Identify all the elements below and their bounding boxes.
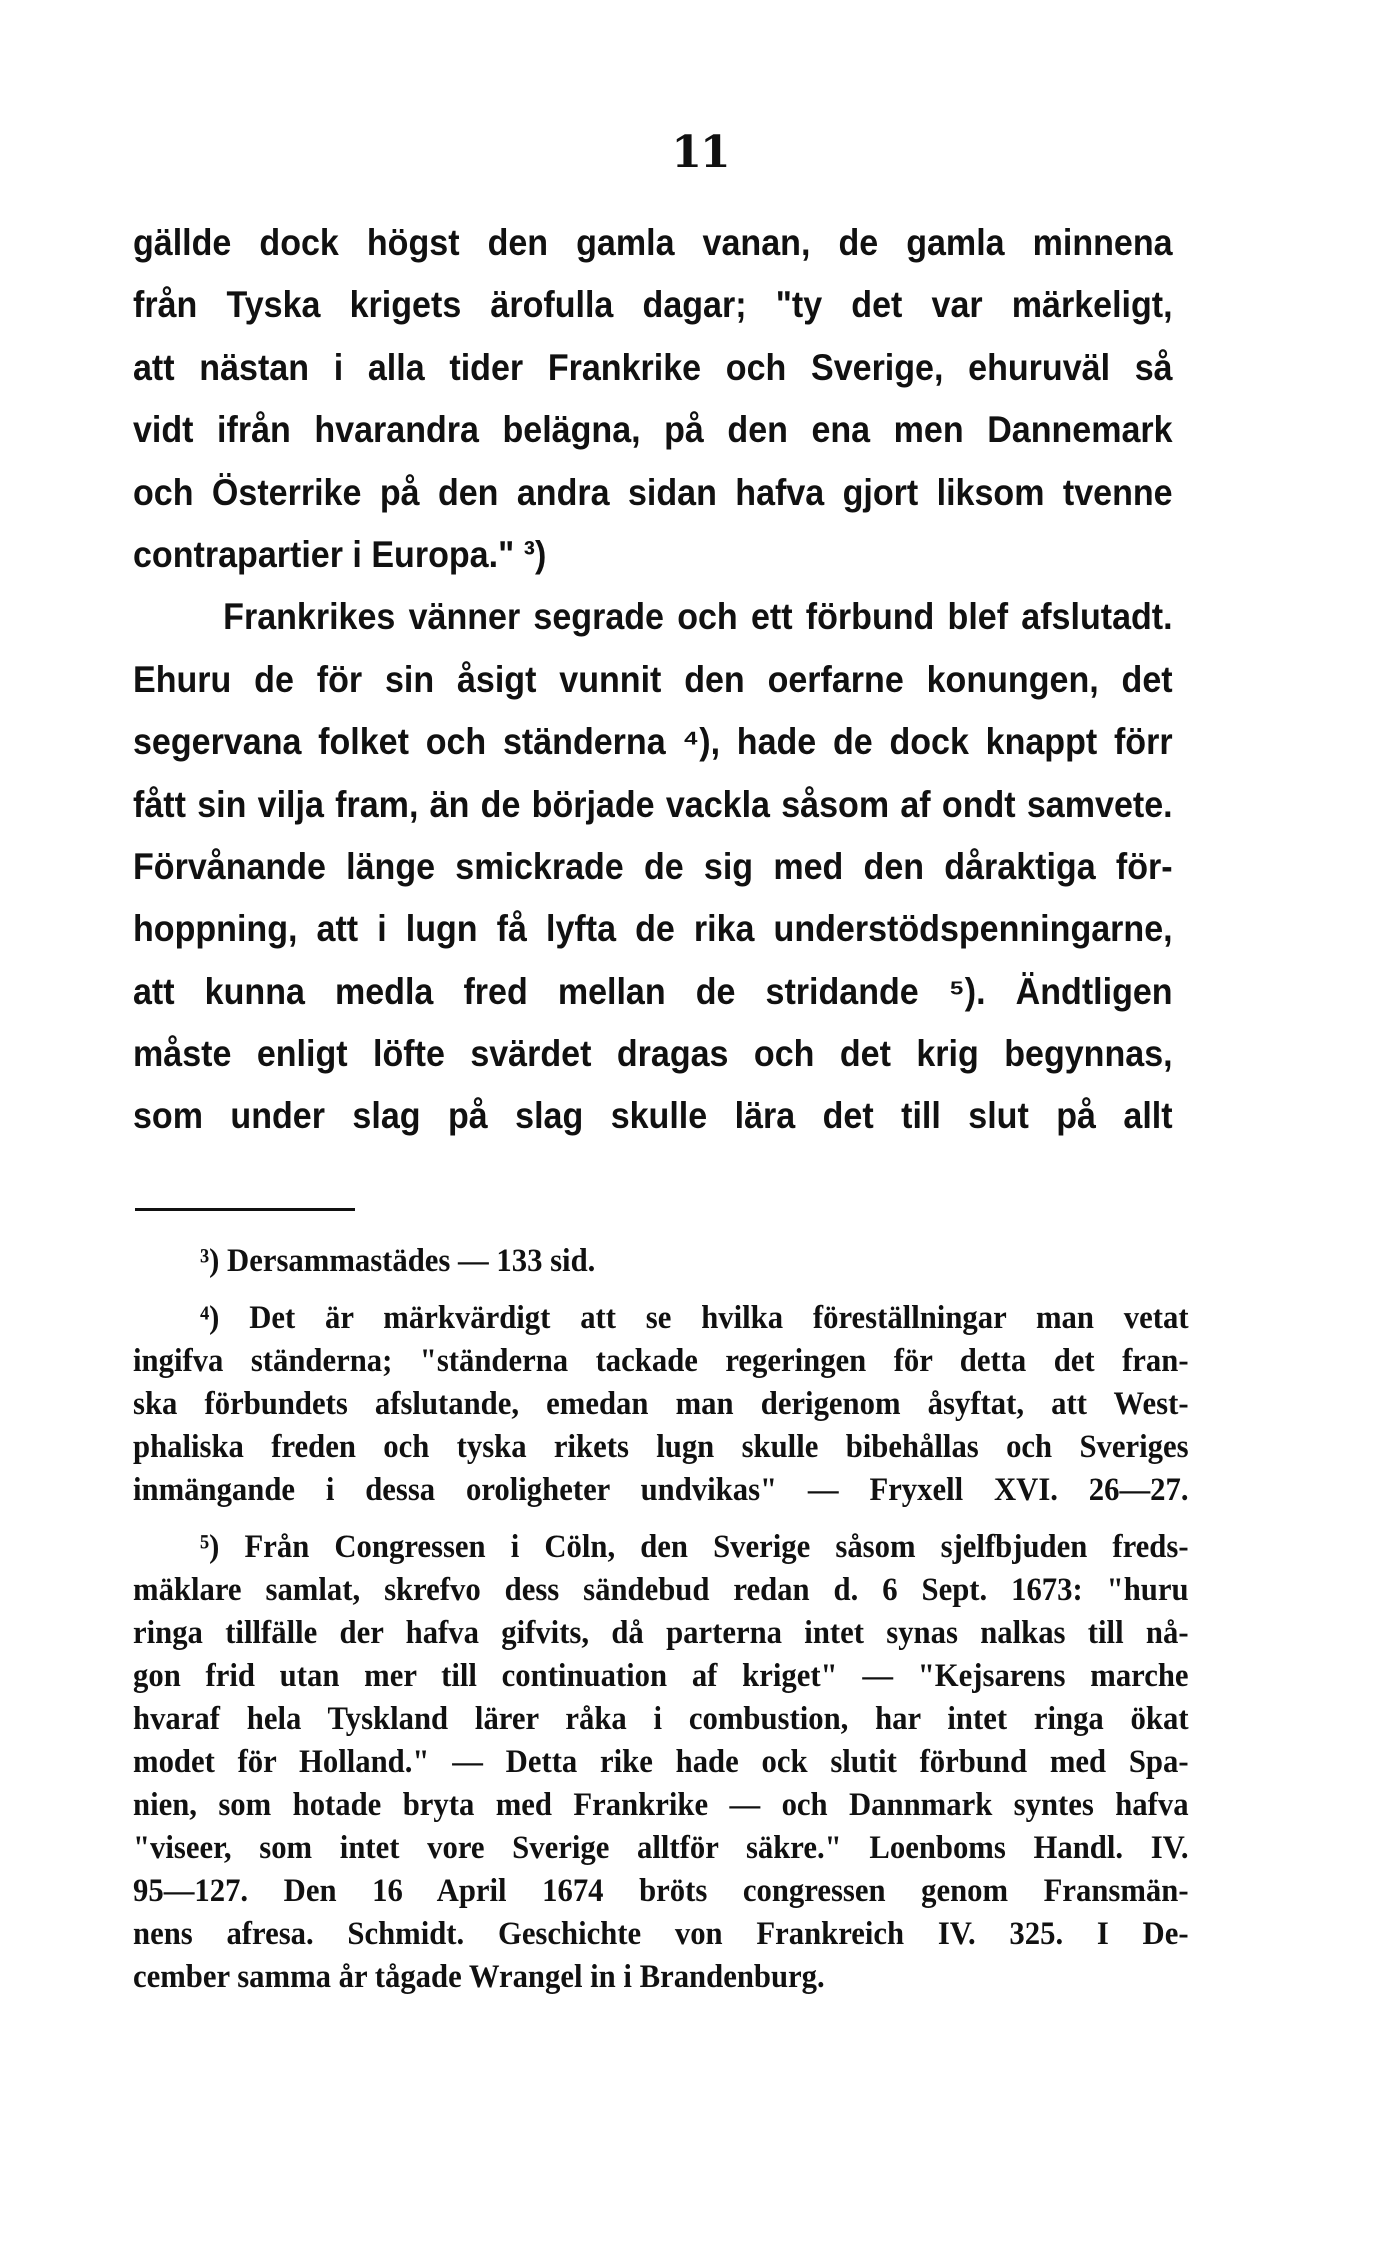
footnote-line: ⁵) Från Congressen i Cöln, den Sverige såsom sjelfbjuden freds- <box>199 1529 1189 1565</box>
text-line: att kunna medla fred mellan de stridande ⁵). Ändtligen <box>133 970 1173 1012</box>
footnote-line: "viseer, som intet vore Sverige alltför säkre." Loenboms Handl. IV. <box>133 1830 1189 1866</box>
footnote-line: nens afresa. Schmidt. Geschichte von Frankreich IV. 325. I De- <box>133 1916 1189 1952</box>
text-line: Ehuru de för sin åsigt vunnit den oerfarne konungen, det <box>133 658 1173 700</box>
footnote-4 <box>133 1297 1189 1512</box>
footnote-line: gon frid utan mer till continuation af kriget" — "Kejsarens marche <box>133 1658 1189 1694</box>
text-line: Frankrikes vänner segrade och ett förbund blef afslutadt. <box>223 596 1173 638</box>
footnote-line: nien, som hotade bryta med Frankrike — och Dannmark syntes hafva <box>133 1787 1189 1823</box>
footnote-line: ringa tillfälle der hafva gifvits, då parterna intet synas nalkas till nå- <box>133 1615 1189 1651</box>
footnotes <box>133 1240 1189 2013</box>
footnote-line: ska förbundets afslutande, emedan man derigenom åsyftat, att West- <box>133 1386 1189 1422</box>
text-line: gällde dock högst den gamla vanan, de gamla minnena <box>133 222 1173 263</box>
text-line: som under slag på slag skulle lära det till slut på allt <box>133 1095 1173 1137</box>
text-line: måste enligt löfte svärdet dragas och det krig begynnas, <box>133 1033 1173 1075</box>
text-line: hoppning, att i lugn få lyfta de rika understödspenningarne, <box>133 908 1173 950</box>
footnote-line: mäklare samlat, skrefvo dess sändebud redan d. 6 Sept. 1673: "huru <box>133 1572 1189 1608</box>
text-line: att nästan i alla tider Frankrike och Sverige, ehuruväl så <box>133 346 1173 388</box>
footnote-line: ⁴) Det är märkvärdigt att se hvilka föreställningar man vetat <box>199 1300 1189 1336</box>
text-line: från Tyska krigets ärofulla dagar; "ty det var märkeligt, <box>133 284 1173 326</box>
footnote-5 <box>133 1526 1189 1999</box>
footnote-divider <box>135 1208 355 1211</box>
footnote-line: modet för Holland." — Detta rike hade ock slutit förbund med Spa- <box>133 1744 1189 1780</box>
text-line: vidt ifrån hvarandra belägna, på den ena men Dannemark <box>133 409 1173 451</box>
main-text <box>133 212 1173 1148</box>
footnote-line: inmängande i dessa oroligheter undvikas" — Fryxell XVI. 26—27. <box>133 1472 1189 1508</box>
footnote-line: ingifva ständerna; "ständerna tackade regeringen för detta det fran- <box>133 1343 1189 1379</box>
text-line: segervana folket och ständerna ⁴), hade de dock knappt förr <box>133 721 1173 763</box>
text-line: Förvånande länge smickrade de sig med den dåraktiga för- <box>133 845 1173 887</box>
footnote-line: hvaraf hela Tyskland lärer råka i combustion, har intet ringa ökat <box>133 1701 1189 1737</box>
text-line: fått sin vilja fram, än de började vackla såsom af ondt samvete. <box>133 783 1173 825</box>
page-number: 11 <box>671 127 729 178</box>
footnote-line: cember samma år tågade Wrangel in i Brandenburg. <box>133 1959 825 1995</box>
footnote-3 <box>133 1240 1189 1283</box>
footnote-line: ³) Dersammastädes — 133 sid. <box>199 1243 596 1279</box>
footnote-line: 95—127. Den 16 April 1674 bröts congressen genom Fransmän- <box>133 1873 1189 1909</box>
footnote-line: phaliska freden och tyska rikets lugn skulle bibehållas och Sveriges <box>133 1429 1189 1465</box>
text-line: contrapartier i Europa." ³) <box>133 533 547 575</box>
text-line: och Österrike på den andra sidan hafva gjort liksom tvenne <box>133 471 1173 513</box>
